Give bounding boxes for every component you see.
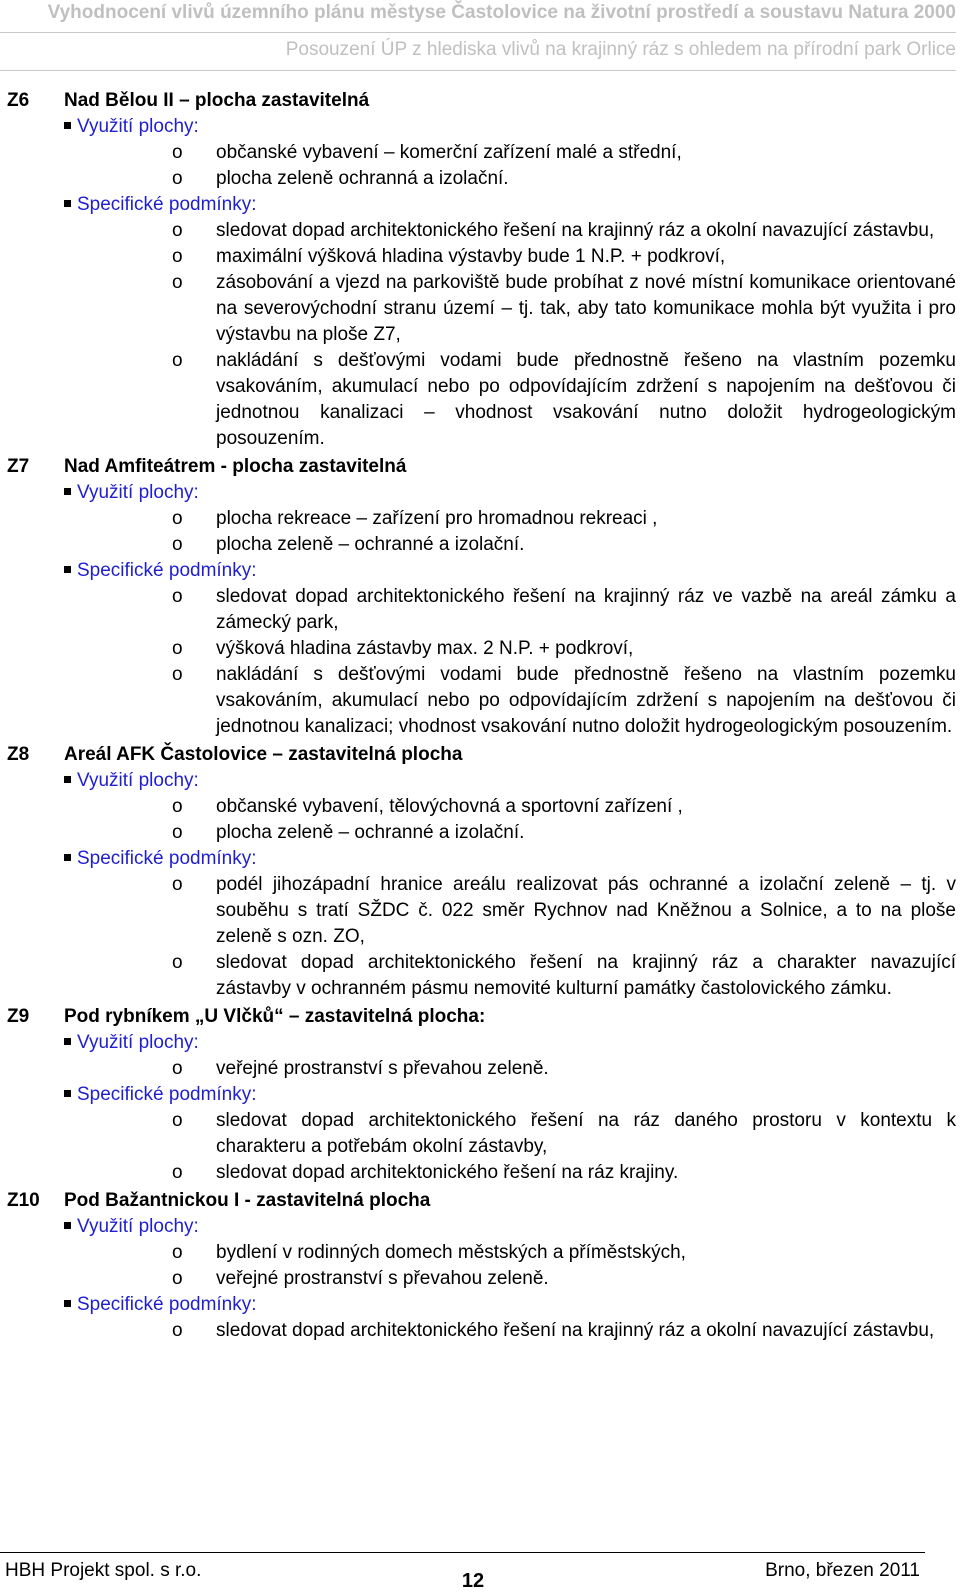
circle-bullet-icon: o xyxy=(172,508,183,529)
conditions-heading xyxy=(64,192,960,218)
circle-bullet-icon: o xyxy=(172,1058,183,1079)
page-number: 12 xyxy=(461,1570,485,1592)
item-text: veřejné prostranství s převahou zeleně. xyxy=(216,1058,549,1079)
circle-bullet-icon: o xyxy=(172,350,183,371)
header-subtitle: Posouzení ÚP z hlediska vlivů na krajinný ráz s ohledem na přírodní park Orlice xyxy=(285,39,956,60)
footer-divider xyxy=(0,1552,925,1553)
section-z9 xyxy=(0,1004,960,1186)
section-z10 xyxy=(0,1188,960,1344)
circle-bullet-icon: o xyxy=(172,168,183,189)
circle-bullet-icon: o xyxy=(172,796,183,817)
list-item xyxy=(172,872,956,950)
square-bullet-icon xyxy=(64,122,71,129)
usage-label: Využití plochy: xyxy=(77,770,199,791)
circle-bullet-icon: o xyxy=(172,272,183,293)
circle-bullet-icon: o xyxy=(172,638,183,659)
square-bullet-icon xyxy=(64,1222,71,1229)
item-text: občanské vybavení, tělovýchovná a sportovní zařízení , xyxy=(216,796,683,817)
conditions-list xyxy=(0,218,960,452)
section-title: Pod rybníkem „U Vlčků“ – zastavitelná plocha: xyxy=(64,1006,486,1027)
item-text: podél jihozápadní hranice areálu realizovat pás ochranné a izolační zeleně – tj. v souběhu s tratí SŽDC č. 022 směr Rychnov nad Kněžnou a Solnice, a to na ploše zeleně s ozn. ZO, xyxy=(216,874,956,947)
usage-heading xyxy=(64,1214,960,1240)
conditions-label: Specifické podmínky: xyxy=(77,560,257,581)
item-text: sledovat dopad architektonického řešení na ráz krajiny. xyxy=(216,1162,679,1183)
usage-list xyxy=(0,140,960,192)
list-item xyxy=(172,244,956,270)
square-bullet-icon xyxy=(64,566,71,573)
header-title: Vyhodnocení vlivů územního plánu městyse Častolovice na životní prostředí a soustavu Natura 2000 xyxy=(47,2,956,23)
usage-list xyxy=(0,1056,960,1082)
conditions-heading xyxy=(64,1082,960,1108)
item-text: sledovat dopad architektonického řešení na krajinný ráz a okolní navazující zástavbu, xyxy=(216,1320,935,1341)
list-item xyxy=(172,218,956,244)
conditions-heading xyxy=(64,558,960,584)
conditions-list xyxy=(0,584,960,740)
section-z6 xyxy=(0,88,960,452)
list-item xyxy=(172,506,956,532)
list-item xyxy=(172,1108,956,1160)
usage-heading xyxy=(64,480,960,506)
item-text: zásobování a vjezd na parkoviště bude probíhat z nové místní komunikace orientované na severovýchodní stranu území – tj. tak, aby tato komunikace mohla být využita i pro výstavbu na ploše Z7, xyxy=(216,272,956,345)
item-text: sledovat dopad architektonického řešení na ráz daného prostoru v kontextu k charakteru a potřebám okolní zástavby, xyxy=(216,1110,956,1157)
section-code: Z9 xyxy=(7,1006,30,1027)
list-item xyxy=(172,1266,956,1292)
square-bullet-icon xyxy=(64,776,71,783)
usage-heading xyxy=(64,768,960,794)
section-z8 xyxy=(0,742,960,1002)
page-header xyxy=(0,0,960,80)
usage-label: Využití plochy: xyxy=(77,1032,199,1053)
usage-list xyxy=(0,794,960,846)
usage-label: Využití plochy: xyxy=(77,1216,199,1237)
item-text: sledovat dopad architektonického řešení na krajinný ráz a charakter navazující zástavby v ochranném pásmu nemovité kulturní památky častolovického zámku. xyxy=(216,952,956,999)
circle-bullet-icon: o xyxy=(172,1268,183,1289)
circle-bullet-icon: o xyxy=(172,1242,183,1263)
section-title: Areál AFK Častolovice – zastavitelná plocha xyxy=(64,744,463,765)
circle-bullet-icon: o xyxy=(172,220,183,241)
section-code: Z8 xyxy=(7,744,30,765)
header-divider-1 xyxy=(0,32,956,33)
list-item xyxy=(172,532,956,558)
item-text: sledovat dopad architektonického řešení na krajinný ráz ve vazbě na areál zámku a zámecký park, xyxy=(216,586,956,633)
conditions-label: Specifické podmínky: xyxy=(77,848,257,869)
square-bullet-icon xyxy=(64,200,71,207)
conditions-heading xyxy=(64,846,960,872)
section-title: Nad Bělou II – plocha zastavitelná xyxy=(64,90,370,111)
conditions-label: Specifické podmínky: xyxy=(77,194,257,215)
circle-bullet-icon: o xyxy=(172,952,183,973)
item-text: plocha zeleně – ochranné a izolační. xyxy=(216,822,525,843)
list-item xyxy=(172,166,956,192)
item-text: maximální výšková hladina výstavby bude 1 N.P. + podkroví, xyxy=(216,246,726,267)
circle-bullet-icon: o xyxy=(172,142,183,163)
footer-company: HBH Projekt spol. s r.o. xyxy=(5,1560,202,1581)
circle-bullet-icon: o xyxy=(172,1162,183,1183)
list-item xyxy=(172,584,956,636)
list-item xyxy=(172,270,956,348)
item-text: plocha zeleně – ochranné a izolační. xyxy=(216,534,525,555)
page-footer xyxy=(0,1552,960,1593)
conditions-label: Specifické podmínky: xyxy=(77,1084,257,1105)
item-text: bydlení v rodinných domech městských a příměstských, xyxy=(216,1242,686,1263)
section-code: Z7 xyxy=(7,456,30,477)
usage-list xyxy=(0,1240,960,1292)
section-title: Nad Amfiteátrem - plocha zastavitelná xyxy=(64,456,407,477)
section-z7 xyxy=(0,454,960,740)
usage-heading xyxy=(64,1030,960,1056)
usage-label: Využití plochy: xyxy=(77,482,199,503)
item-text: plocha zeleně ochranná a izolační. xyxy=(216,168,509,189)
circle-bullet-icon: o xyxy=(172,664,183,685)
list-item xyxy=(172,950,956,1002)
square-bullet-icon xyxy=(64,1038,71,1045)
circle-bullet-icon: o xyxy=(172,1320,183,1341)
square-bullet-icon xyxy=(64,1300,71,1307)
item-text: výšková hladina zástavby max. 2 N.P. + podkroví, xyxy=(216,638,634,659)
list-item xyxy=(172,636,956,662)
circle-bullet-icon: o xyxy=(172,874,183,895)
square-bullet-icon xyxy=(64,488,71,495)
item-text: sledovat dopad architektonického řešení na krajinný ráz a okolní navazující zástavbu, xyxy=(216,220,935,241)
list-item xyxy=(172,1240,956,1266)
usage-list xyxy=(0,506,960,558)
item-text: veřejné prostranství s převahou zeleně. xyxy=(216,1268,549,1289)
header-divider-2 xyxy=(0,70,956,71)
conditions-list xyxy=(0,872,960,1002)
square-bullet-icon xyxy=(64,1090,71,1097)
item-text: nakládání s dešťovými vodami bude přednostně řešeno na vlastním pozemku vsakováním, akumulací nebo po odpovídajícím zdržení s napojením na dešťovou či jednotnou kanalizaci – vhodnost vsakování nutno doložit hydrogeologickým posouzením. xyxy=(216,350,956,449)
circle-bullet-icon: o xyxy=(172,586,183,607)
list-item xyxy=(172,1056,956,1082)
conditions-label: Specifické podmínky: xyxy=(77,1294,257,1315)
item-text: nakládání s dešťovými vodami bude přednostně řešeno na vlastním pozemku vsakováním, akumulací nebo po odpovídajícím zdržení s napojením na dešťovou či jednotnou kanalizaci; vhodnost vsakování nutno doložit hydrogeologickým posouzením. xyxy=(216,664,956,737)
conditions-list xyxy=(0,1108,960,1186)
circle-bullet-icon: o xyxy=(172,534,183,555)
footer-place-date: Brno, březen 2011 xyxy=(765,1560,920,1581)
section-code: Z10 xyxy=(7,1190,40,1211)
item-text: občanské vybavení – komerční zařízení malé a střední, xyxy=(216,142,682,163)
section-code: Z6 xyxy=(7,90,30,111)
item-text: plocha rekreace – zařízení pro hromadnou rekreaci , xyxy=(216,508,658,529)
usage-heading xyxy=(64,114,960,140)
list-item xyxy=(172,820,956,846)
circle-bullet-icon: o xyxy=(172,822,183,843)
square-bullet-icon xyxy=(64,854,71,861)
usage-label: Využití plochy: xyxy=(77,116,199,137)
list-item xyxy=(172,662,956,740)
document-body xyxy=(0,88,960,1346)
section-title: Pod Bažantnickou I - zastavitelná plocha xyxy=(64,1190,431,1211)
list-item xyxy=(172,348,956,452)
list-item xyxy=(172,794,956,820)
conditions-list xyxy=(0,1318,960,1344)
circle-bullet-icon: o xyxy=(172,246,183,267)
list-item xyxy=(172,1318,956,1344)
list-item xyxy=(172,140,956,166)
conditions-heading xyxy=(64,1292,960,1318)
circle-bullet-icon: o xyxy=(172,1110,183,1131)
list-item xyxy=(172,1160,956,1186)
